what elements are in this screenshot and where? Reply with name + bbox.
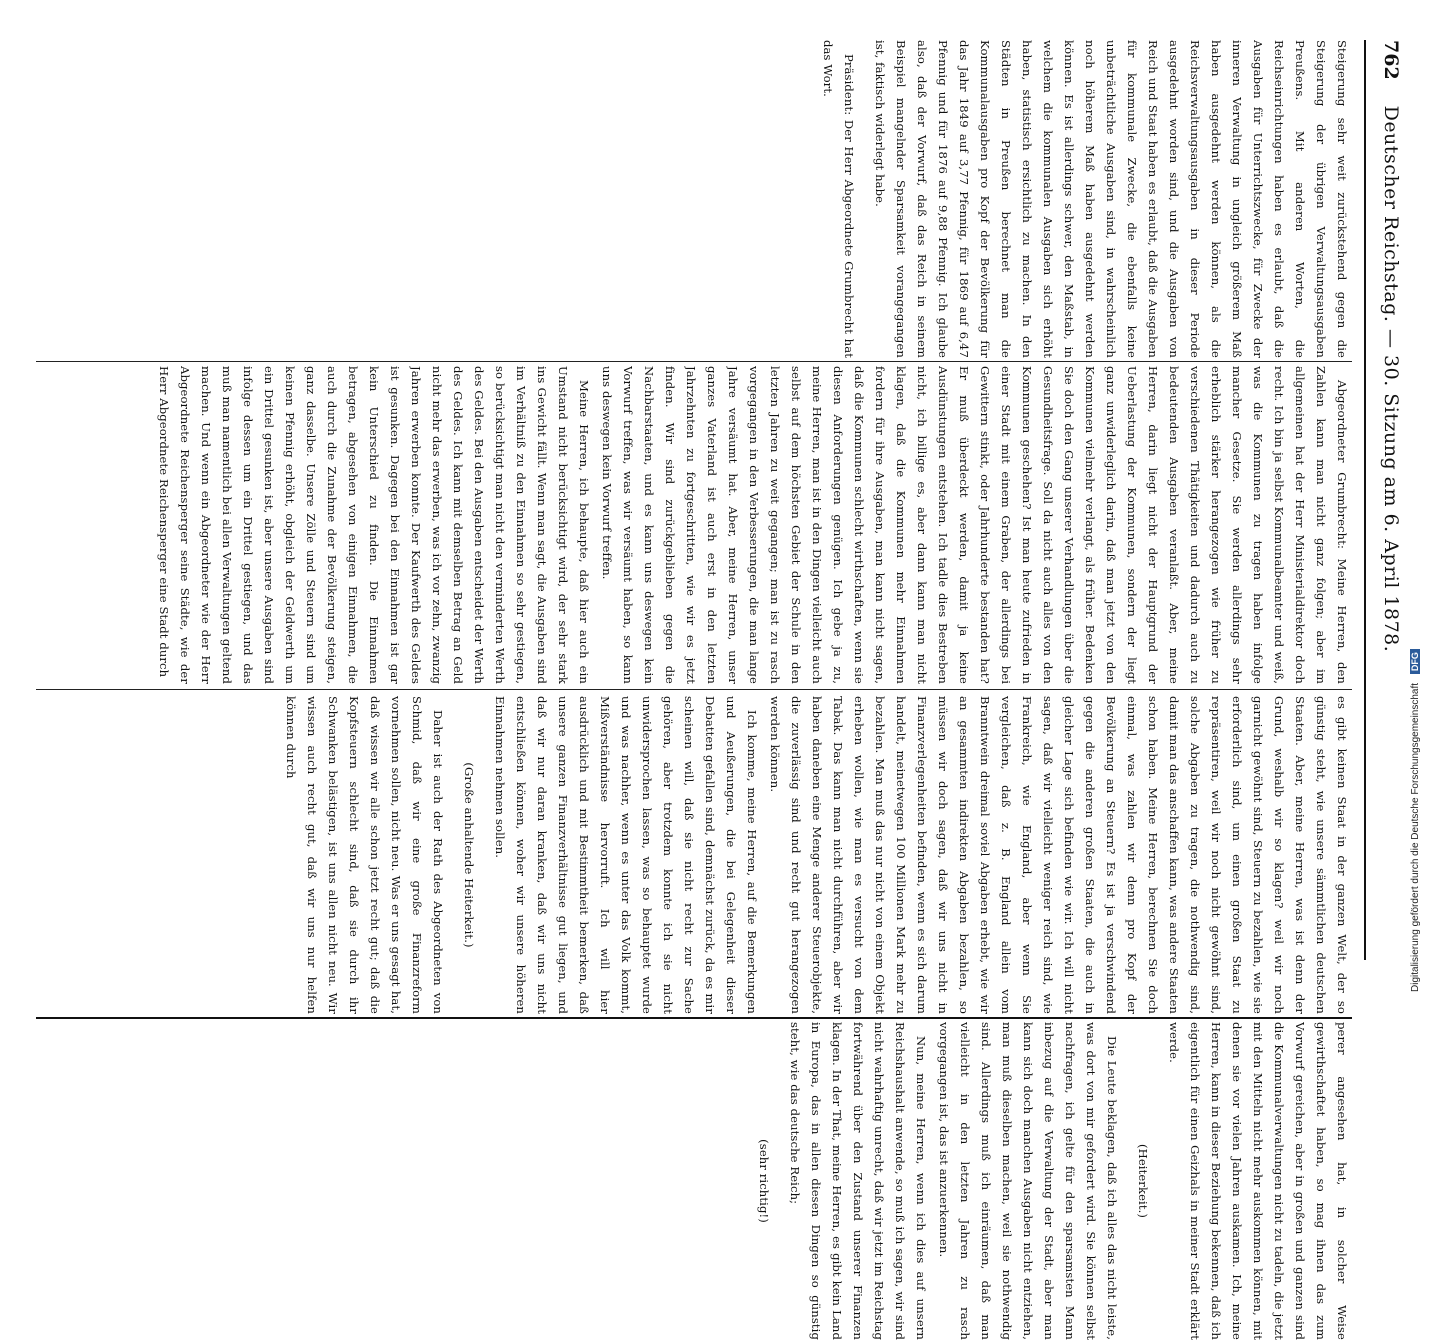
- credit-text: Digitalisierung gefördert durch die Deutsche Forschungsgemeinschaft: [1410, 682, 1421, 992]
- header-rule: [1364, 40, 1366, 960]
- column-divider: [36, 361, 1352, 362]
- page-divider: [36, 1017, 1352, 1019]
- text-column-2: [36, 366, 1352, 684]
- paragraph: Steigerung sehr weit zurückstehend gegen die Steigerung der übrigen Verwaltungsausgaben Preußens. Mit anderen Worten, die Reichseinrichtungen haben es erlaubt, daß die Ausgaben für Unterrichtszwecke, für Zwecke der inneren Verwaltung in ungleich größerem Maß haben ausgedehnt werden können, als die Reichsverwaltungsausgaben in dieser Periode ausgedehnt worden sind, und die Ausgaben von Reich und Staat haben es erlaubt, daß die Ausgaben für kommunale Zwecke, die ebenfalls keine unbeträchtliche Ausgaben sind, in wahrscheinlich noch höherem Maß haben ausgedehnt werden können. Es ist allerdings schwer, den Maßstab, in welchem die kommunalen Ausgaben sich erhöht haben, statistisch ersichtlich zu machen. In den Städten in Preußen berechnet man die Kommunalausgaben pro Kopf der Bevölkerung für das Jahr 1849 auf 3,77 Pfennig, für 1869 auf 6,47 Pfennig und für 1876 auf 9,88 Pfennig. Ich glaube also, daß der Vorwurf, daß das Reich in seinem Beispiel mangelnder Sparsamkeit vorangegangen ist, faktisch widerlegt habe.: [873, 40, 1349, 358]
- paragraph: Daher ist auch der Rath des Abgeordneten von Schmid, daß wir eine große Finanzreform vornehmen sollen, nicht neu. Was er uns gesagt hat, daß wissen wir alle schon jetzt recht gut; daß die Kopfsteuern schlecht sind, daß sie durch ihr Schwanken belästigen, ist uns allen nicht neu. Wir wissen auch recht gut, daß wir uns nur helfen können durch: [284, 696, 445, 1014]
- paragraph: Die Leute beklagen, daß ich alles das nicht leiste, was dort von mir gefordert wird. Sie können selbst nachfragen, ich gelte für den sparsamsten Mann inbezug auf die Verwaltung der Stadt, aber man kann sich doch manchen Ausgaben nicht entziehen, man muß dieselben machen, weil sie nothwendig sind. Allerdings muß ich einräumen, daß man vielleicht in den letzten Jahren zu rasch vorgegangen ist, das ist anzuerkennen.: [937, 1022, 1119, 1340]
- paragraph: es gibt keinen Staat in der ganzen Welt, der so günstig steht, wie unsere sämmtlichen deutschen Staaten. Aber, meine Herren, was ist denn der Grund, weshalb wir so klagen? weil wir noch garnicht gewöhnt sind, Steuern zu bezahlen, wie sie erforderlich sind, um einen großen Staat zu repräsentiren, weil wir noch nicht gewöhnt sind, solche Abgaben zu tragen, die nothwendig sind, damit man das anschaffen kann, was andere Staaten schon haben. Meine Herren, berechnen Sie doch einmal, was zahlen wir denn pro Kopf der Bevölkerung an Steuern? Es ist ja verschwindend gegen die anderen großen Staaten, die auch in gleicher Lage sich befinden wie wir. Ich will nicht sagen, daß wir vielleicht weniger reich sind, wie Frankreich, wie England, aber wenn Sie vergleichen, daß z. B. England allein vom Branntwein dreimal soviel Abgaben erhebt, wie wir an gesammten indirekten Abgaben bezahlen, so müssen wir doch sagen, daß wir uns nicht in Finanzverlegenheiten befinden, wenn es sich darum handelt, meinetwegen 100 Millionen Mark mehr zu bezahlen. Man muß das nur nicht von einem Objekt erheben wollen, wie man es versucht von dem Tabak. Das kann man nicht durchführen, aber wir haben daneben eine Menge anderer Steuerobjekte, die zuverlässig sind und recht gut herangezogen werden können.: [768, 696, 1349, 1014]
- stage-direction: (Große anhaltende Heiterkeit.): [462, 762, 476, 948]
- text-column-3: [36, 696, 1352, 1014]
- paragraph: Abgeordneter Grumbrecht: Meine Herren, den Zahlen kann man nicht ganz folgen; aber im allgemeinen hat der Herr Ministerialdirektor doch recht. Ich bin ja selbst Kommunalbeamter und weiß, was die Kommunen zu tragen haben infolge mancher Gesetze. Sie werden allerdings sehr erheblich stärker herangezogen wie früher zu verschiedenen Thätigkeiten und dadurch auch zu bedeutenden Ausgaben veranlaßt. Aber, meine Herren, darin liegt nicht der Hauptgrund der Ueberlastung der Kommunen, sondern der liegt ganz unwiderleglich darin, daß man jetzt von den Kommunen vielmehr verlangt, als früher. Bedenken Sie doch den Gang unserer Verhandlungen über die Gesundheitsfrage. Soll da nicht auch alles von den Kommunen geschehen? Ist man heute zufrieden in einer Stadt mit einem Graben, der allerdings bei Gewittern stinkt, oder Jahrhunderte bestanden hat? Er muß überdeckt werden, damit ja keine Ausdünstungen entstehen. Ich tadle dies Bestreben nicht, ich billige es, aber dann kann man nicht klagen, daß die Kommunen mehr Einnahmen fordern für ihre Ausgaben, man kann nicht sagen, daß die Kommunen schlecht wirthschaften, wenn sie diesen Anforderungen genügen. Ich gebe ja zu, meine Herren, man ist in den Dingen vielleicht auch selbst auf dem höchsten Gebiet der Schule in den letzten Jahren zu weit gegangen; man ist zu rasch vorgegangen in den Verbesserungen, die man lange Jahre versäumt hat. Aber, meine Herren, unser ganzes Vaterland ist auch erst in den letzten Jahrzehnten zu fortgeschritten, wie wir es jetzt finden. Wir sind zurückgeblieben gegen die Nachbarstaaten, und es kann uns deswegen kein Vorwurf treffen, was wir versäumt haben, so kann uns deswegen kein Vorwurf treffen.: [600, 366, 1349, 684]
- stage-direction: (Heiterkeit.): [1136, 1143, 1150, 1219]
- paragraph: Meine Herren, ich behaupte, daß hier auch ein Umstand nicht berücksichtigt wird, der sehr stark ins Gewicht fällt. Wenn man sagt, die Ausgaben sind im Verhältniß zu den Einnahmen so sehr gestiegen, so berücksichtigt man nicht den verminderten Werth des Geldes. Bei den Ausgaben entscheidet der Werth des Geldes. Ich kann mit demselben Betrag an Geld nicht mehr das erwerben, was ich vor zehn, zwanzig Jahren erwerben konnte. Der Kaufwerth des Geldes ist gesunken. Dagegen bei den Einnahmen ist gar kein Unterschied zu finden. Die Einnahmen betragen, abgesehen von einigen Einnahmen, die auch durch die Zunahme der Bevölkerung steigen, ganz dasselbe. Unsere Zölle und Steuern sind um keinen Pfennig erhöht, obgleich der Geldwerth um ein Drittel gesunken ist, aber unsere Ausgaben sind infolge dessen um ein Drittel gestiegen, und das muß man namentlich bei allen Verwaltungen geltend machen. Und wenn ein Abgeordneter wie der Herr Abgeordnete Reichensperger seine Städte, wie der Herr Abgeordnete Reichensperger eine Stadt durch: [157, 366, 591, 684]
- dfg-logo: DFG: [1410, 649, 1420, 674]
- digitization-credit: [1410, 12, 1421, 992]
- text-column-4: [36, 1022, 1352, 1340]
- text-column-1: [36, 40, 1352, 358]
- running-title: Deutscher Reichstag. — 30. Sitzung am 6. April 1878.: [1380, 105, 1402, 653]
- paragraph: Nun, meine Herren, wenn ich dies auf unsern Reichshaushalt anwende, so muß ich sagen, wir sind nicht wahrhaftig unrecht, daß wir jetzt im Reichstag fortwährend über den Zustand unserer Finanzen klagen. In der That, meine Herren, es gibt kein Land in Europa, das in allen diesen Dingen so günstig steht, wie das deutsche Reich;: [788, 1022, 928, 1340]
- president-line: Präsident: Der Herr Abgeordnete Grumbrecht hat das Wort.: [821, 40, 856, 358]
- paragraph: perer angesehen hat, in solcher Weise gewirthschaftet haben, so mag ihnen das zum Vorwurf gereichen, aber in großen und ganzen sind die Kommunalverwaltungen nicht zu tadeln, die jetzt mit den Mitteln nicht mehr auskommen können, mit denen sie vor vielen Jahren auskamen. Ich, meine Herren, kann in dieser Beziehung bekennen, daß ich eigentlich für einen Geizhals in meiner Stadt erklärt werde.: [1167, 1022, 1349, 1340]
- paragraph: Ich komme, meine Herren, auf die Bemerkungen und Aeußerungen, die bei Gelegenheit dieser Debatten gefallen sind, demnächst zurück, da es mir scheinen will, daß sie nicht recht zur Sache gehören, aber trotzdem konnte ich sie nicht unwidersprochen lassen, was so behauptet wurde und was nachher, wenn es unter das Volk kommt, Mißverständnisse hervorruft. Ich will hier ausdrücklich und mit Bestimmtheit bemerken, daß unsere ganzen Finanzverhältnisse gut liegen, und daß wir nur daran kranken, daß wir uns nicht entschließen können, woher wir unsere höheren Einnahmen nehmen sollen.: [493, 696, 759, 1014]
- page-header: [1370, 40, 1412, 960]
- rotated-page: [22, 20, 1412, 1340]
- column-divider: [36, 689, 1352, 690]
- stage-direction: (sehr richtig!): [757, 1139, 771, 1223]
- page-number: 762: [1380, 40, 1402, 80]
